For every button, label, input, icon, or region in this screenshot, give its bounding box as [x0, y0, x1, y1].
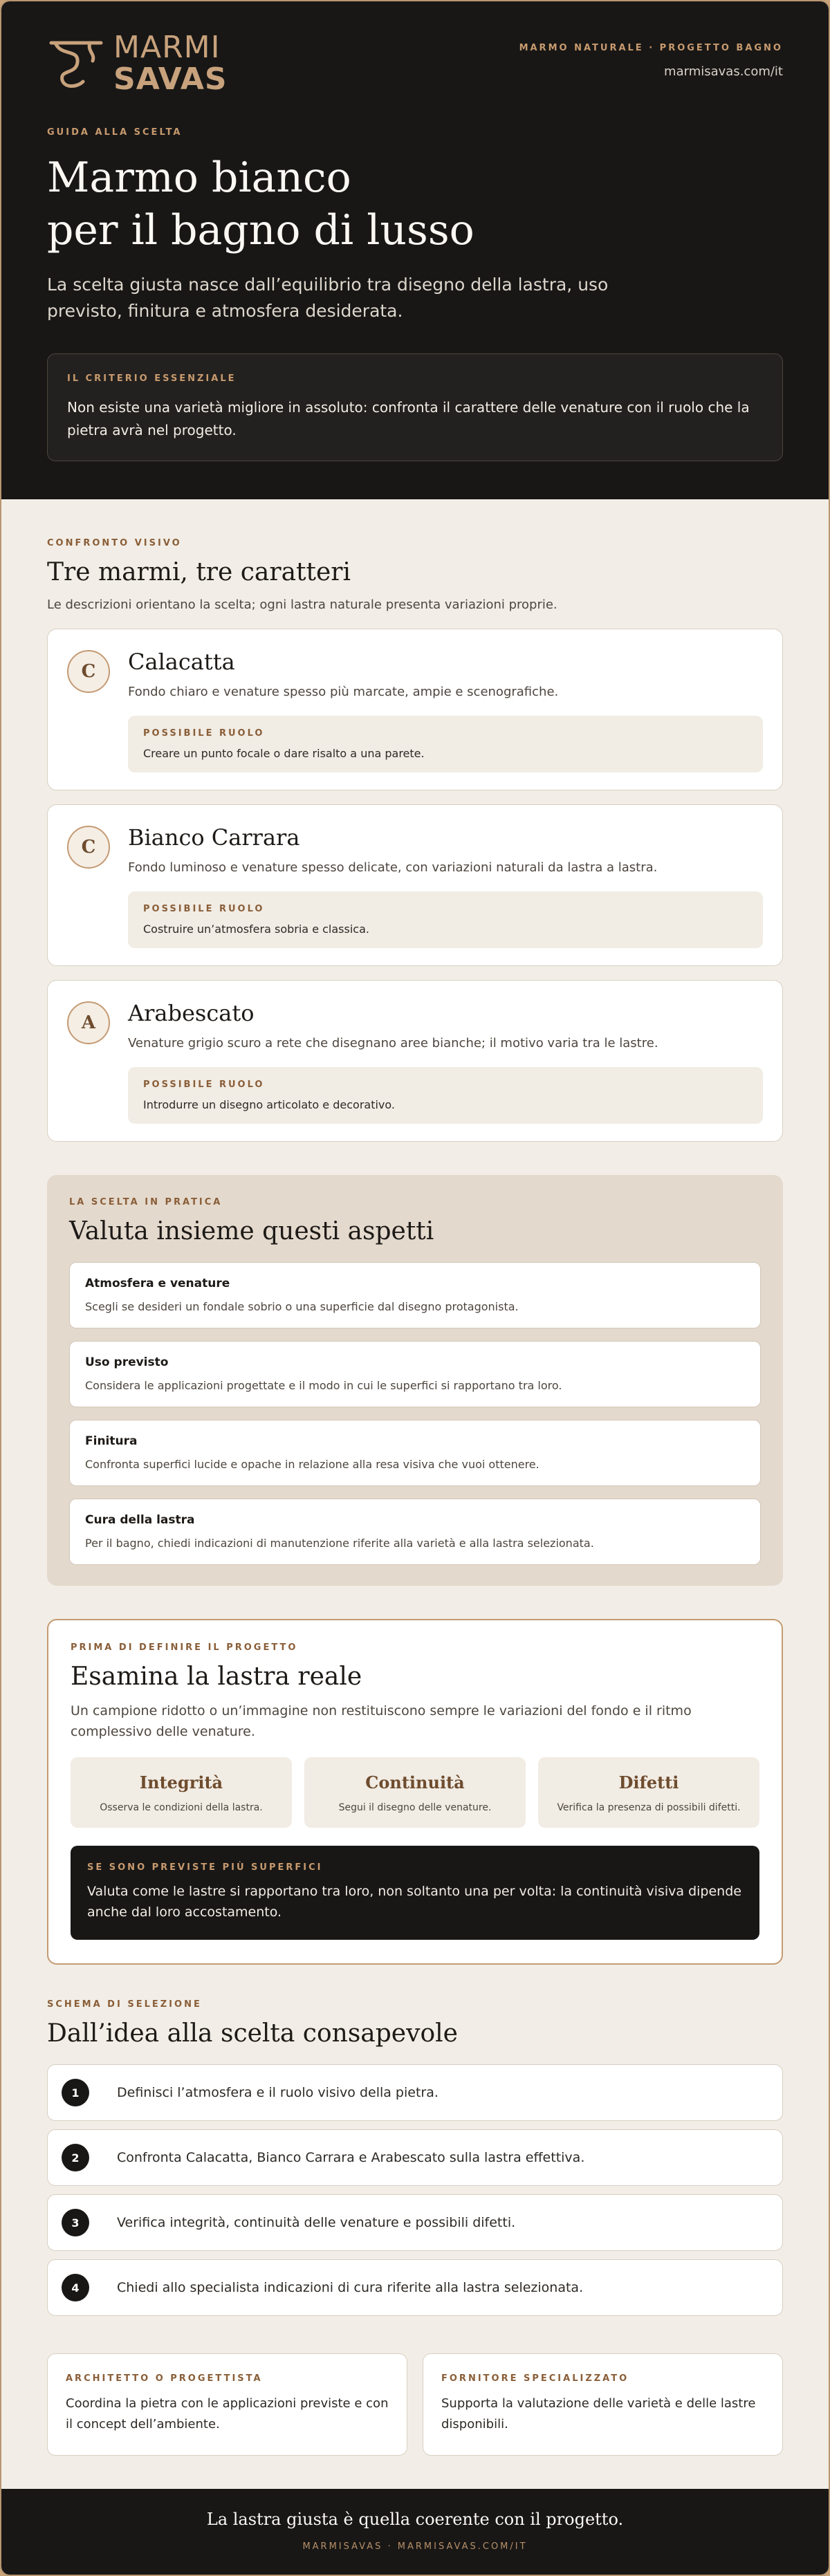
criterion-box — [47, 353, 783, 461]
check-defects — [538, 1757, 759, 1828]
practice-item-title: Finitura — [85, 1434, 138, 1448]
exam-section — [47, 1619, 783, 1965]
check-title: Continuità — [365, 1772, 465, 1792]
marble-desc: Venature grigio scuro a rete che disegnano aree bianche; il motivo varia tra le lastre. — [128, 1036, 658, 1050]
practice-title: Valuta insieme questi aspetti — [69, 1217, 434, 1245]
marble-role — [128, 891, 763, 948]
practice-item — [69, 1420, 761, 1486]
footer-title: La lastra giusta è quella coerente con il progetto. — [206, 2510, 624, 2529]
role-label: POSSIBILE RUOLO — [143, 1079, 265, 1090]
contacts-section — [47, 2353, 783, 2456]
role-text: Costruire un’atmosfera sobria e classica. — [143, 923, 369, 936]
footer — [1, 2489, 829, 2575]
practice-item-text: Confronta superfici lucide e opache in relazione alla resa visiva che vuoi ottenere. — [85, 1458, 540, 1471]
practice-eyebrow: LA SCELTA IN PRATICA — [69, 1197, 223, 1207]
check-list — [71, 1757, 759, 1828]
role-label: POSSIBILE RUOLO — [143, 728, 265, 739]
step-number: 1 — [62, 2079, 89, 2106]
note-text: Valuta come le lastre si rapportano tra loro, non soltanto una per volta: la continuità visiva dipende anche dal loro accostamento. — [87, 1884, 741, 1920]
multi-surface-note — [71, 1846, 759, 1940]
check-title: Difetti — [618, 1772, 679, 1792]
practice-item — [69, 1499, 761, 1565]
marble-badge: C — [67, 826, 110, 869]
compare-desc: Le descrizioni orientano la scelta; ogni lastra naturale presenta variazioni proprie. — [47, 597, 557, 612]
marble-arch-logo-icon — [47, 36, 105, 91]
contact-text: Supporta la valutazione delle varietà e delle lastre disponibili. — [441, 2396, 756, 2431]
marble-name: Arabescato — [128, 1000, 255, 1026]
check-text: Segui il disegno delle venature. — [338, 1802, 492, 1813]
marble-desc: Fondo luminoso e venature spesso delicate, con variazioni naturali da lastra a lastra. — [128, 860, 658, 875]
hero — [1, 1, 829, 499]
step-number: 3 — [62, 2209, 89, 2236]
scheme-eyebrow: SCHEMA DI SELEZIONE — [47, 1999, 202, 2010]
exam-desc: Un campione ridotto o un’immagine non restituiscono sempre le variazioni del fondo e il ritmo complessivo delle venature. — [71, 1703, 692, 1739]
hero-eyebrow: GUIDA ALLA SCELTA — [47, 127, 183, 138]
footer-link[interactable]: MARMISAVAS · MARMISAVAS.COM/IT — [302, 2541, 528, 2552]
brand-tagline: MARMO NATURALE · PROGETTO BAGNO — [519, 43, 783, 53]
marble-card-arabescato — [47, 980, 783, 1142]
step-item — [47, 2129, 783, 2186]
exam-eyebrow: PRIMA DI DEFINIRE IL PROGETTO — [71, 1642, 298, 1653]
check-continuity — [304, 1757, 526, 1828]
check-title: Integrità — [139, 1772, 223, 1792]
marble-name: Bianco Carrara — [128, 824, 300, 851]
step-item — [47, 2064, 783, 2121]
check-integrity — [71, 1757, 292, 1828]
practice-item-text: Considera le applicazioni progettate e il modo in cui le superfici si rapportano tra loro. — [85, 1379, 562, 1392]
role-text: Creare un punto focale o dare risalto a una parete. — [143, 747, 425, 760]
practice-item-title: Uso previsto — [85, 1355, 169, 1369]
practice-item — [69, 1262, 761, 1328]
contact-label: ARCHITETTO O PROGETTISTA — [66, 2373, 263, 2384]
contact-text: Coordina la pietra con le applicazioni previste e con il concept dell’ambiente. — [66, 2396, 389, 2431]
compare-title: Tre marmi, tre caratteri — [47, 558, 351, 586]
marble-role — [128, 716, 763, 772]
logo-line-2: SAVAS — [113, 62, 228, 97]
check-text: Verifica la presenza di possibili difetti. — [557, 1802, 741, 1813]
role-text: Introdurre un disegno articolato e decorativo. — [143, 1098, 395, 1111]
compare-eyebrow: CONFRONTO VISIVO — [47, 538, 182, 548]
contact-card-architect — [47, 2353, 407, 2456]
step-text: Definisci l’atmosfera e il ruolo visivo della pietra. — [117, 2085, 439, 2100]
marble-name: Calacatta — [128, 649, 235, 675]
criterion-text: Non esiste una varietà migliore in assoluto: confronta il carattere delle venature con il ruolo che la pietra avrà nel progetto. — [67, 399, 750, 438]
practice-item-title: Atmosfera e venature — [85, 1277, 230, 1290]
contact-label: FORNITORE SPECIALIZZATO — [441, 2373, 629, 2384]
step-item — [47, 2194, 783, 2251]
marble-card-bianco-carrara — [47, 804, 783, 966]
role-label: POSSIBILE RUOLO — [143, 904, 265, 914]
practice-item-title: Cura della lastra — [85, 1513, 195, 1527]
scheme-title: Dall’idea alla scelta consapevole — [47, 2019, 458, 2048]
check-text: Osserva le condizioni della lastra. — [100, 1802, 263, 1813]
practice-section — [47, 1175, 783, 1586]
scheme-section — [1, 1965, 829, 2316]
title-line-2: per il bagno di lusso — [47, 206, 474, 254]
step-text: Confronta Calacatta, Bianco Carrara e Arabescato sulla lastra effettiva. — [117, 2150, 585, 2165]
page-title — [47, 151, 783, 257]
step-item — [47, 2259, 783, 2316]
note-label: SE SONO PREVISTE PIÙ SUPERFICI — [87, 1862, 323, 1873]
compare-section — [1, 499, 829, 1142]
brand-url-link[interactable]: marmisavas.com/it — [664, 64, 783, 79]
step-number: 4 — [62, 2274, 89, 2301]
practice-item — [69, 1341, 761, 1407]
title-line-1: Marmo bianco — [47, 154, 351, 202]
marble-badge: A — [67, 1001, 110, 1044]
marble-card-calacatta — [47, 629, 783, 790]
exam-title: Esamina la lastra reale — [71, 1662, 362, 1691]
logo-line-1: MARMI — [113, 30, 221, 65]
practice-item-text: Scegli se desideri un fondale sobrio o una superficie dal disegno protagonista. — [85, 1300, 519, 1313]
step-text: Chiedi allo specialista indicazioni di cura riferite alla lastra selezionata. — [117, 2280, 584, 2295]
marble-desc: Fondo chiaro e venature spesso più marcate, ampie e scenografiche. — [128, 685, 559, 699]
contact-card-supplier — [423, 2353, 783, 2456]
step-text: Verifica integrità, continuità delle venature e possibili difetti. — [117, 2215, 516, 2230]
hero-subtitle: La scelta giusta nasce dall’equilibrio tra disegno della lastra, uso previsto, finitura e atmosfera desiderata. — [47, 275, 609, 321]
step-number: 2 — [62, 2144, 89, 2171]
marble-role — [128, 1067, 763, 1124]
marble-badge: C — [67, 650, 110, 693]
criterion-label: IL CRITERIO ESSENZIALE — [67, 373, 237, 384]
practice-item-text: Per il bagno, chiedi indicazioni di manutenzione riferite alla varietà e alla lastra selezionata. — [85, 1537, 594, 1550]
